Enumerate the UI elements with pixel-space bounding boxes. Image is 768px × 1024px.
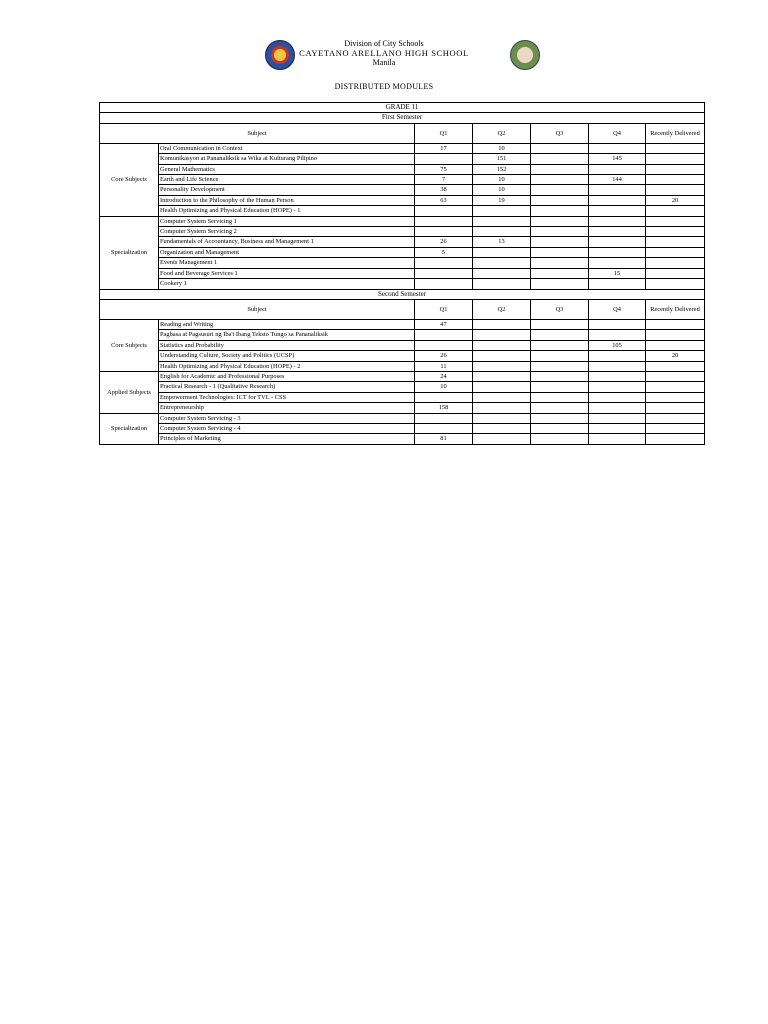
q1-value: 11 [415,361,473,371]
q1-value [415,227,473,237]
q2-value [473,340,531,350]
q2-value: 10 [473,185,531,195]
q4-value [589,258,646,268]
q3-value [531,382,589,392]
q2-value: 13 [473,237,531,247]
table-row [100,195,705,205]
second-semester-title [100,289,705,299]
q1-value: 75 [415,164,473,174]
q2-value [473,423,531,433]
grade-title-cell: GRADE 11 [100,103,705,113]
table-row [100,237,705,247]
table-row [100,279,705,289]
table-row [100,361,705,371]
subject-name: Organization and Management [159,247,415,257]
q1-value: 5 [415,247,473,257]
subject-name: Statistics and Probability [159,340,415,350]
table-row [100,185,705,195]
q4-value: 145 [589,154,646,164]
q2-value: 10 [473,175,531,185]
q1-value: 38 [415,185,473,195]
q3-value [531,206,589,216]
recently-delivered-value [646,206,705,216]
recently-delivered-value [646,371,705,381]
recently-delivered-value [646,227,705,237]
q1-value: 10 [415,382,473,392]
q1-value [415,206,473,216]
column-header-q1: Q1 [415,123,473,143]
q2-value [473,268,531,278]
table-row [100,216,705,226]
q2-value [473,392,531,402]
q1-value: 17 [415,143,473,153]
subject-name: Fundamentals of Accountancy, Business and Management 1 [159,237,415,247]
recently-delivered-value [646,258,705,268]
recently-delivered-value [646,185,705,195]
column-header-subject: Subject [100,299,415,319]
subject-name: Introduction to the Philosophy of the Human Person [159,195,415,205]
recently-delivered-value [646,413,705,423]
q3-value [531,351,589,361]
recently-delivered-value [646,175,705,185]
recently-delivered-value [646,279,705,289]
table-row [100,434,705,444]
table-row [100,227,705,237]
second-semester-title-cell: Second Semester [100,289,705,299]
column-header-q4: Q4 [589,299,646,319]
q4-value [589,434,646,444]
recently-delivered-value [646,434,705,444]
recently-delivered-value: 20 [646,351,705,361]
table-row [100,351,705,361]
column-header-recently-delivered [646,299,705,319]
q4-value [589,185,646,195]
q2-value [473,258,531,268]
q2-value [473,216,531,226]
q3-value [531,247,589,257]
q1-value [415,216,473,226]
q4-value [589,216,646,226]
category-label: Core Subjects [100,143,159,216]
q3-value [531,268,589,278]
q3-value [531,319,589,329]
column-header-row [100,299,705,319]
q2-value [473,351,531,361]
q1-value: 47 [415,319,473,329]
q1-value: 7 [415,175,473,185]
subject-name: Computer System Servicing - 4 [159,423,415,433]
q3-value [531,279,589,289]
recently-delivered-value [646,361,705,371]
subject-name: Empowerment Technologies: ICT for TVL - CSS [159,392,415,402]
q4-value [589,361,646,371]
q3-value [531,434,589,444]
table-row [100,371,705,381]
q2-value [473,361,531,371]
q4-value [589,392,646,402]
q1-value: 26 [415,351,473,361]
table-row [100,392,705,402]
q4-value [589,382,646,392]
q3-value [531,361,589,371]
table-row [100,154,705,164]
q3-value [531,164,589,174]
table-row [100,403,705,413]
city-name: Manila [372,58,396,67]
table-row [100,423,705,433]
q1-value [415,279,473,289]
recently-delivered-value [646,247,705,257]
subject-name: Health Optimizing and Physical Education (HOPE) - 1 [159,206,415,216]
subject-name: Computer System Servicing - 3 [159,413,415,423]
q2-value: 152 [473,164,531,174]
q1-value [415,154,473,164]
q4-value [589,206,646,216]
subject-name: Understanding Culture, Society and Politics (UCSP) [159,351,415,361]
q4-value [589,195,646,205]
recently-delivered-value [646,403,705,413]
q2-value [473,206,531,216]
subject-name: Reading and Writing [159,319,415,329]
q1-value [415,392,473,402]
q2-value [473,227,531,237]
q1-value [415,340,473,350]
q4-value [589,351,646,361]
recently-delivered-value [646,340,705,350]
q3-value [531,413,589,423]
first-semester-title [100,113,705,123]
recently-delivered-value [646,392,705,402]
table-row [100,164,705,174]
q3-value [531,403,589,413]
q4-value [589,330,646,340]
column-header-q2: Q2 [473,299,531,319]
q4-value [589,164,646,174]
subject-name: Computer System Servicing 1 [159,216,415,226]
table-row [100,206,705,216]
grade-title [100,103,705,113]
q4-value: 15 [589,268,646,278]
table-row [100,175,705,185]
document-header [0,0,768,100]
category-label: Core Subjects [100,319,159,371]
table-row [100,268,705,278]
q1-value [415,413,473,423]
q2-value [473,319,531,329]
q1-value [415,330,473,340]
q3-value [531,371,589,381]
q4-value [589,413,646,423]
subject-name: General Mathematics [159,164,415,174]
q2-value: 19 [473,195,531,205]
recently-delivered-value [646,382,705,392]
first-semester-title-cell: First Semester [100,113,705,123]
q3-value [531,227,589,237]
subject-name: Cookery 1 [159,279,415,289]
subject-name: Earth and Life Science [159,175,415,185]
column-header-q1: Q1 [415,299,473,319]
q2-value: 151 [473,154,531,164]
subject-name: Practical Research - 1 (Qualitative Research) [159,382,415,392]
recently-delivered-value [646,423,705,433]
column-header-row [100,123,705,143]
column-header-recently-delivered [646,123,705,143]
q4-value [589,279,646,289]
q3-value [531,175,589,185]
q1-value: 26 [415,237,473,247]
column-header-subject: Subject [100,123,415,143]
table-row [100,247,705,257]
recently-delivered-label: Recently Delivered [650,129,700,137]
q4-value: 144 [589,175,646,185]
q2-value [473,279,531,289]
column-header-q2: Q2 [473,123,531,143]
q4-value [589,423,646,433]
q1-value [415,258,473,268]
q3-value [531,423,589,433]
table-row [100,382,705,392]
q3-value [531,154,589,164]
subject-name: Komunikasyon at Pananaliksik sa Wika at Kulturang Pilipino [159,154,415,164]
q1-value [415,423,473,433]
distributed-modules-table [99,102,705,445]
category-label: Specialization [100,413,159,444]
q4-value [589,227,646,237]
subject-name: Principles of Marketing [159,434,415,444]
q3-value [531,340,589,350]
q4-value [589,247,646,257]
subject-name: Food and Beverage Services 1 [159,268,415,278]
q2-value [473,413,531,423]
q4-value: 105 [589,340,646,350]
subject-name: Computer System Servicing 2 [159,227,415,237]
q3-value [531,185,589,195]
q3-value [531,237,589,247]
table-row [100,319,705,329]
recently-delivered-value [646,319,705,329]
column-header-q4: Q4 [589,123,646,143]
q4-value [589,403,646,413]
subject-name: Health Optimizing and Physical Education (HOPE) - 2 [159,361,415,371]
q4-value [589,237,646,247]
subject-name: English for Academic and Professional Purposes [159,371,415,381]
q2-value [473,382,531,392]
recently-delivered-value [646,154,705,164]
q1-value: 158 [415,403,473,413]
column-header-q3: Q3 [531,299,589,319]
q1-value: 24 [415,371,473,381]
recently-delivered-value [646,268,705,278]
subject-name: Oral Communication in Context [159,143,415,153]
q4-value [589,371,646,381]
recently-delivered-value [646,216,705,226]
table-row [100,143,705,153]
q1-value [415,268,473,278]
q3-value [531,330,589,340]
recently-delivered-value [646,330,705,340]
subject-name: Pagbasa at Pagsusuri ng Iba't Ibang Teksto Tungo sa Pananaliksik [159,330,415,340]
document-title: DISTRIBUTED MODULES [334,82,434,91]
q2-value [473,247,531,257]
q2-value: 10 [473,143,531,153]
q1-value: 63 [415,195,473,205]
q2-value [473,330,531,340]
recently-delivered-value [646,237,705,247]
recently-delivered-label: Recently Delivered [650,305,700,313]
q3-value [531,392,589,402]
q4-value [589,319,646,329]
q1-value: 81 [415,434,473,444]
recently-delivered-value [646,143,705,153]
recently-delivered-value: 20 [646,195,705,205]
category-label: Specialization [100,216,159,289]
table-row [100,340,705,350]
school-name: CAYETANO ARELLANO HIGH SCHOOL [299,48,469,58]
recently-delivered-value [646,164,705,174]
table-row [100,413,705,423]
table-row [100,330,705,340]
subject-name: Personality Development [159,185,415,195]
category-label: Applied Subjects [100,371,159,413]
q3-value [531,258,589,268]
table-row [100,258,705,268]
subject-name: Events Management 1 [159,258,415,268]
q2-value [473,403,531,413]
subject-name: Entrepreneurship [159,403,415,413]
q2-value [473,371,531,381]
q4-value [589,143,646,153]
q3-value [531,143,589,153]
q3-value [531,195,589,205]
division-name: Division of City Schools [344,39,424,48]
column-header-q3: Q3 [531,123,589,143]
q3-value [531,216,589,226]
q2-value [473,434,531,444]
